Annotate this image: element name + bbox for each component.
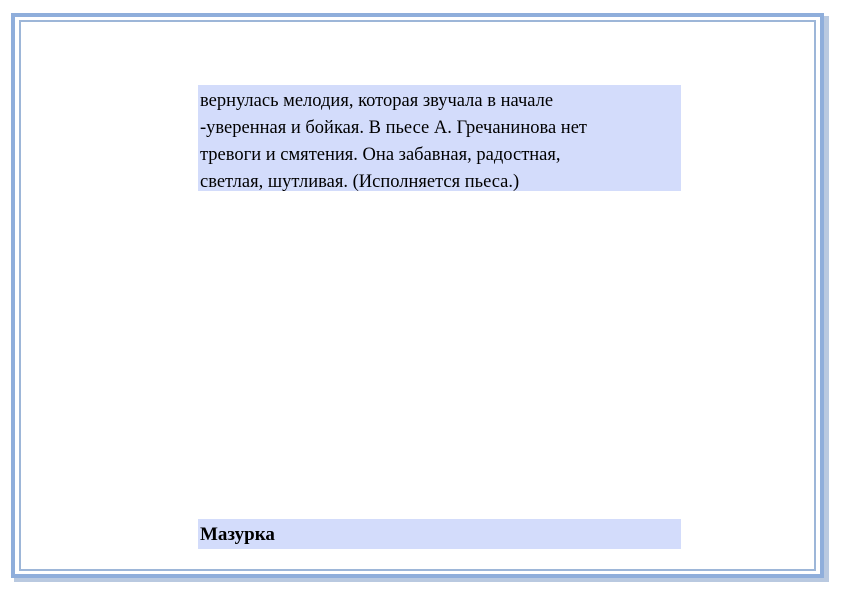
paragraph-line: тревоги и смятения. Она забавная, радостная, (200, 145, 561, 165)
body-paragraph (198, 85, 681, 191)
section-heading: Мазурка (198, 519, 681, 549)
frame-shadow-bottom (14, 578, 829, 582)
paragraph-line: вернулась мелодия, которая звучала в начале (200, 91, 554, 111)
frame-shadow-right (824, 16, 829, 581)
paragraph-line: светлая, шутливая. (Исполняется пьеса.) (200, 172, 520, 192)
paragraph-line: -уверенная и бойкая. В пьесе А. Гречанинова нет (200, 118, 588, 138)
